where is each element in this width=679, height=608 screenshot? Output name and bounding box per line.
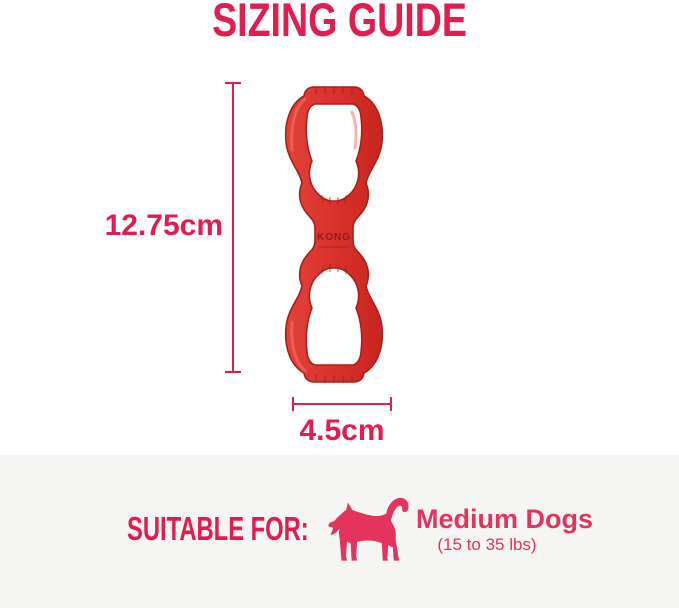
width-dimension-cap-left bbox=[292, 397, 294, 411]
width-label: 4.5cm bbox=[299, 414, 385, 447]
dog-weight-range-label: (15 to 35 lbs) bbox=[437, 535, 537, 554]
height-label: 12.75cm bbox=[104, 209, 223, 242]
height-dimension-cap-top bbox=[225, 82, 241, 84]
dog-size-info bbox=[416, 504, 594, 556]
dog-size-label: Medium Dogs bbox=[416, 504, 594, 534]
width-dimension-cap-right bbox=[390, 397, 392, 411]
tug-toy-image bbox=[265, 80, 405, 385]
height-dimension-line bbox=[232, 82, 234, 373]
height-dimension-cap-bottom bbox=[225, 371, 241, 373]
kong-logo-text: KONG bbox=[317, 232, 351, 243]
width-dimension-line bbox=[292, 403, 392, 405]
page-title: SIZING GUIDE bbox=[212, 0, 467, 46]
suitable-for-label: SUITABLE FOR: bbox=[127, 510, 309, 547]
dog-icon bbox=[325, 497, 413, 565]
